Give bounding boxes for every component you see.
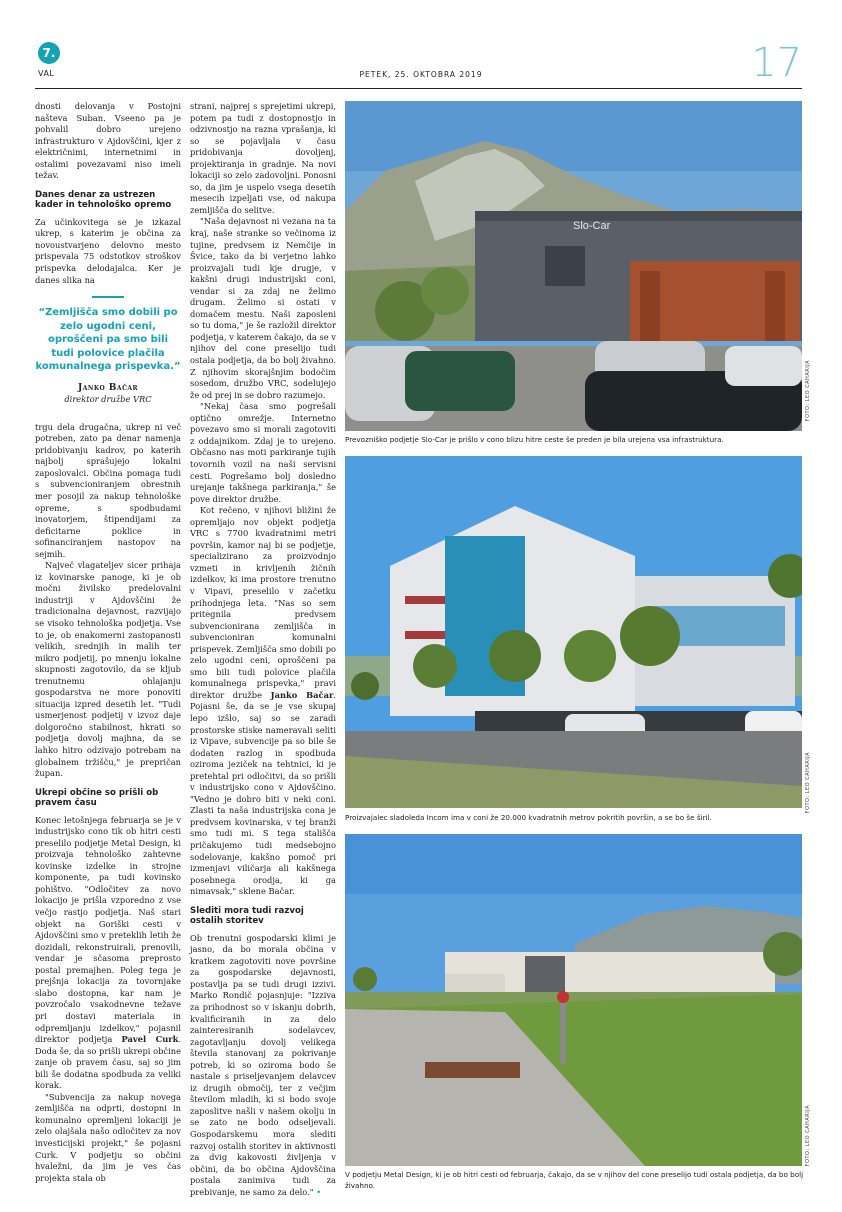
quote-author: Janko Bačar <box>78 382 138 393</box>
text-run: . Doda še, da so prišli ukrepi občine zanje ob pravem času, saj so jim bili še dodatna spodbuda za veliki korak. <box>35 1034 181 1091</box>
photo-illustration <box>345 456 802 808</box>
subheading: Slediti mora tudi razvoj ostalih storitev <box>190 905 304 927</box>
paragraph: Največ vlagateljev sicer prihaja iz kovinarske panoge, ki je ob močni živilsko predelovalni industriji v Ajdovščini že tradicionalna dejavnost, razvijajo se visoko tehnološka podjetja. Vse to je, ob enakomerni zastopanosti velikih, srednjih in malih ter mikro podjetij, po mnenju lokalne skupnosti zagotovilo, da se kljub trenutnemu ohlajanju gospodarstva ne more ponoviti situacija izpred desetih let. "Tudi usmerjenost podjetij v izvoz daje dolgoročno stabilnost, hkrati so podjetja dovolj majhna, da se lahko hitro odzivajo potrebam na globalnem tržišču," je prepričan župan. <box>35 560 181 779</box>
photo-caption: Proizvajalec sladoleda Incom ima v coni že 20.000 kvadratnih metrov pokritih površin, a se bo še širil. <box>345 813 712 822</box>
paragraph <box>190 933 336 1199</box>
person-name: Janko Bačar <box>270 689 334 700</box>
photo-illustration <box>345 834 802 1166</box>
subheading: Ukrepi občine so prišli ob pravem času <box>35 787 159 809</box>
photo-slo-car <box>345 101 802 431</box>
logo-badge: 7. <box>38 42 60 64</box>
text-run: Konec letošnjega februarja se je v industrijsko cono tik ob hitri cesti preselilo podjetje Metal Design, ki proizvaja tehnološko zahtevne kovinske izdelke in strojne komponente, pa tudi kovinsko pohištvo. "Odločitev za novo lokacijo je prišla vzporedno z vse večjo rastjo podjetja. Naš stari objekt na Goriški cesti v Ajdovščini smo v preteklih letih že dozidali, rekonstruirali, prenovili, vendar je sčasoma preprosto postal premajhen. Poleg tega je prejšnja lokacija za tovornjake slabo dostopna, kar nam je povzročalo vsakodnevne težave pri dostavi materiala in odpremljanju izdelkov," pojasnil direktor podjetja <box>35 814 181 1045</box>
paragraph: "Nekaj časa smo pogrešali optično omrežje. Internetno povezavo smo si morali zagotoviti z oddajnikom. Zdaj je to urejeno. Občasno nas moti parkiranje tujih tovornih vozil na naši servisni cesti. Pogrešamo bolj dosledno urejanje takšnega parkiranja," še pove direktor družbe. <box>190 401 336 504</box>
article-column-2 <box>190 101 336 1198</box>
person-name: Pavel Curk <box>121 1034 179 1045</box>
paragraph <box>190 505 336 898</box>
photo-metal-design <box>345 834 802 1166</box>
header-rule <box>35 88 802 89</box>
quote-rule <box>92 296 124 298</box>
photo-credit: FOTO: LEO CAHARIJA <box>805 360 811 422</box>
page-number: 17 <box>751 40 802 86</box>
paragraph: dnosti delovanja v Postojni našteva Suban. Vseeno pa je pohvalil dobro urejeno infrastrukturo v Ajdovščini, kjer z električnimi, internetnimi in ostalimi povezavami niso imeli težav. <box>35 101 181 181</box>
text-run: Ob trenutni gospodarski klimi je jasno, da bo morala občina v kratkem zagotoviti nove površine za gospodarske dejavnosti, postavlja pa se tudi drugi izzivi. Marko Rondič pojasnjuje: "Izziva za prihodnost so v iskanju dobrih, kvalificiranih in za delo zainteresiranih sodelavcev, zagotavljanju dovolj velikega števila stanovanj za pokrivanje potreb, ki so oziroma bodo še nastale s priseljevanjem delavcev iz drugih območij, ter z večjim številom mladih, ki si bodo svoje zaposlitve našli v našem okolju in se zato ne bodo odseljevali. Gospodarskemu mora slediti razvoj ostalih storitev in aktivnosti za dvig kakovosti življenja v občini, da bo občina Ajdovščina postala zanimiva tudi za prebivanje, ne samo za delo." <box>190 932 336 1197</box>
paragraph <box>35 815 181 1092</box>
photo-credit: FOTO: LEO CAHARIJA <box>805 1105 811 1167</box>
issue-date: PETEK, 25. OKTOBRA 2019 <box>359 70 483 79</box>
article-column-1 <box>35 101 181 1184</box>
photo-caption: V podjetju Metal Design, ki je ob hitri cesti od februarja, čakajo, da se v njihov del cone preselijo tudi ostala podjetja, da bo bolj živahno. <box>345 1170 804 1190</box>
paragraph: "Subvencija za nakup novega zemljišča na odprti, dostopni in komunalno opremljeni lokaciji je zelo olajšala našo odločitev za nov investicijski projekt," še pojasni Curk. V podjetju so občini hvaležni, da jim je ves čas projekta stala ob <box>35 1091 181 1183</box>
quote-text: “Zemljišča smo dobili po zelo ugodni ceni, oproščeni pa smo bili tudi polovice plačila komunalnega prispevka.” <box>35 307 181 373</box>
pull-quote <box>35 296 181 406</box>
sign-text: Slo-Car <box>573 220 611 232</box>
end-mark: • <box>316 1186 322 1197</box>
paragraph: trgu dela drugačna, ukrep ni več potreben, zato pa denar namenja pridobivanju kadrov, po katerih najbolj sprašujejo lokalni zaposlovalci. Občina pomaga tudi s subvencioniranjem obrestnih mer posojil za nakup tehnološke opreme, s spodbudami inovatorjem, štipendijami za deficitarne poklice in sofinanciranjem nastopov na sejmih. <box>35 421 181 559</box>
text-run: . Pojasni še, da se je vse skupaj lepo izšlo, saj so se zaradi prostorske stiske nameravali seliti iz Vipave, subvencije pa so bile še dodaten razlog in spodbuda oziroma jeziček na tehtnici, ki je pretehtal pri odločitvi, da so prišli v industrijsko cono v Ajdovščino. "Vedno je dobro biti v neki coni. Zlasti ta naša industrijska cona je predvsem kovinarska, v tej branži smo tudi mi. S tega stališča pričakujemo tudi medsebojno sodelovanje, kakšno pomoč pri izmenjavi viličarja ali kakšnega posebnega orodja, ki ga nimavsak," sklene Bačar. <box>190 689 336 897</box>
section-label: VAL <box>38 69 55 78</box>
subheading: Danes denar za ustrezen kader in tehnološko opremo <box>35 189 172 211</box>
photo-incom <box>345 456 802 808</box>
paragraph: Za učinkovitega se je izkazal ukrep, s katerim je občina za novoustvarjeno delovno mesto prispevala 75 odstotkov stroškov prispevka delodajalca. Ker je danes slika na <box>35 216 181 285</box>
paragraph: "Naša dejavnost ni vezana na ta kraj, naše stranke so večinoma iz tujine, predvsem iz Nemčije in Švice, tako da bi verjetno lahko proizvajali tudi kje drugje, v kakšni drugi industrijski coni, vendar si za zdaj ne želimo drugam. Želimo si ostati v domačem mestu. Naši zaposleni so tu doma," je še razložil direktor podjetja, v katerem čakajo, da se v njihov del cone preselijo tudi ostala podjetja, da bo bolj živahno. Z njihovim skorajšnjim bodočim sosedom, družbo VRC, sodelujejo že od prej in se dobro razumejo. <box>190 216 336 400</box>
paragraph: strani, najprej s sprejetimi ukrepi, potem pa tudi z dostopnostjo in odzivnostjo na razna vprašanja, ki so se pojavljala v času pridobivanja dovoljenj, projektiranja in gradnje. Na novi lokaciji so zelo zadovoljni. Ponosni so, da jim je uspelo vsega desetih mesecih izpeljati vse, od nakupa zemljišča do selitve. <box>190 101 336 215</box>
quote-author-role: direktor družbe VRC <box>64 394 152 405</box>
photo-credit: FOTO: LEO CAHARIJA <box>805 752 811 814</box>
text-run: Kot rečeno, v njihovi bližini že opremljajo nov objekt podjetja VRC s 7700 kvadratnimi metri površin, kamor naj bi se podjetje, specializirano za proizvodnjo vzmeti in krivljenih žičnih izdelkov, ki ima prostore trenutno v Vipavi, preselilo v začetku prihodnjega leta. "Nas so sem pritegnila predvsem subvencionirana zemljišča in subvencioniran komunalni prispevek. Zemljišča smo dobili po zelo ugodni ceni, oproščeni pa smo bili tudi polovice plačila komunalnega prispevka," pravi direktor družbe <box>190 505 336 700</box>
photo-caption: Prevozniško podjetje Slo-Car je prišlo v cono blizu hitre ceste še preden je bila urejena vsa infrastruktura. <box>345 435 724 444</box>
photo-illustration <box>345 101 802 431</box>
